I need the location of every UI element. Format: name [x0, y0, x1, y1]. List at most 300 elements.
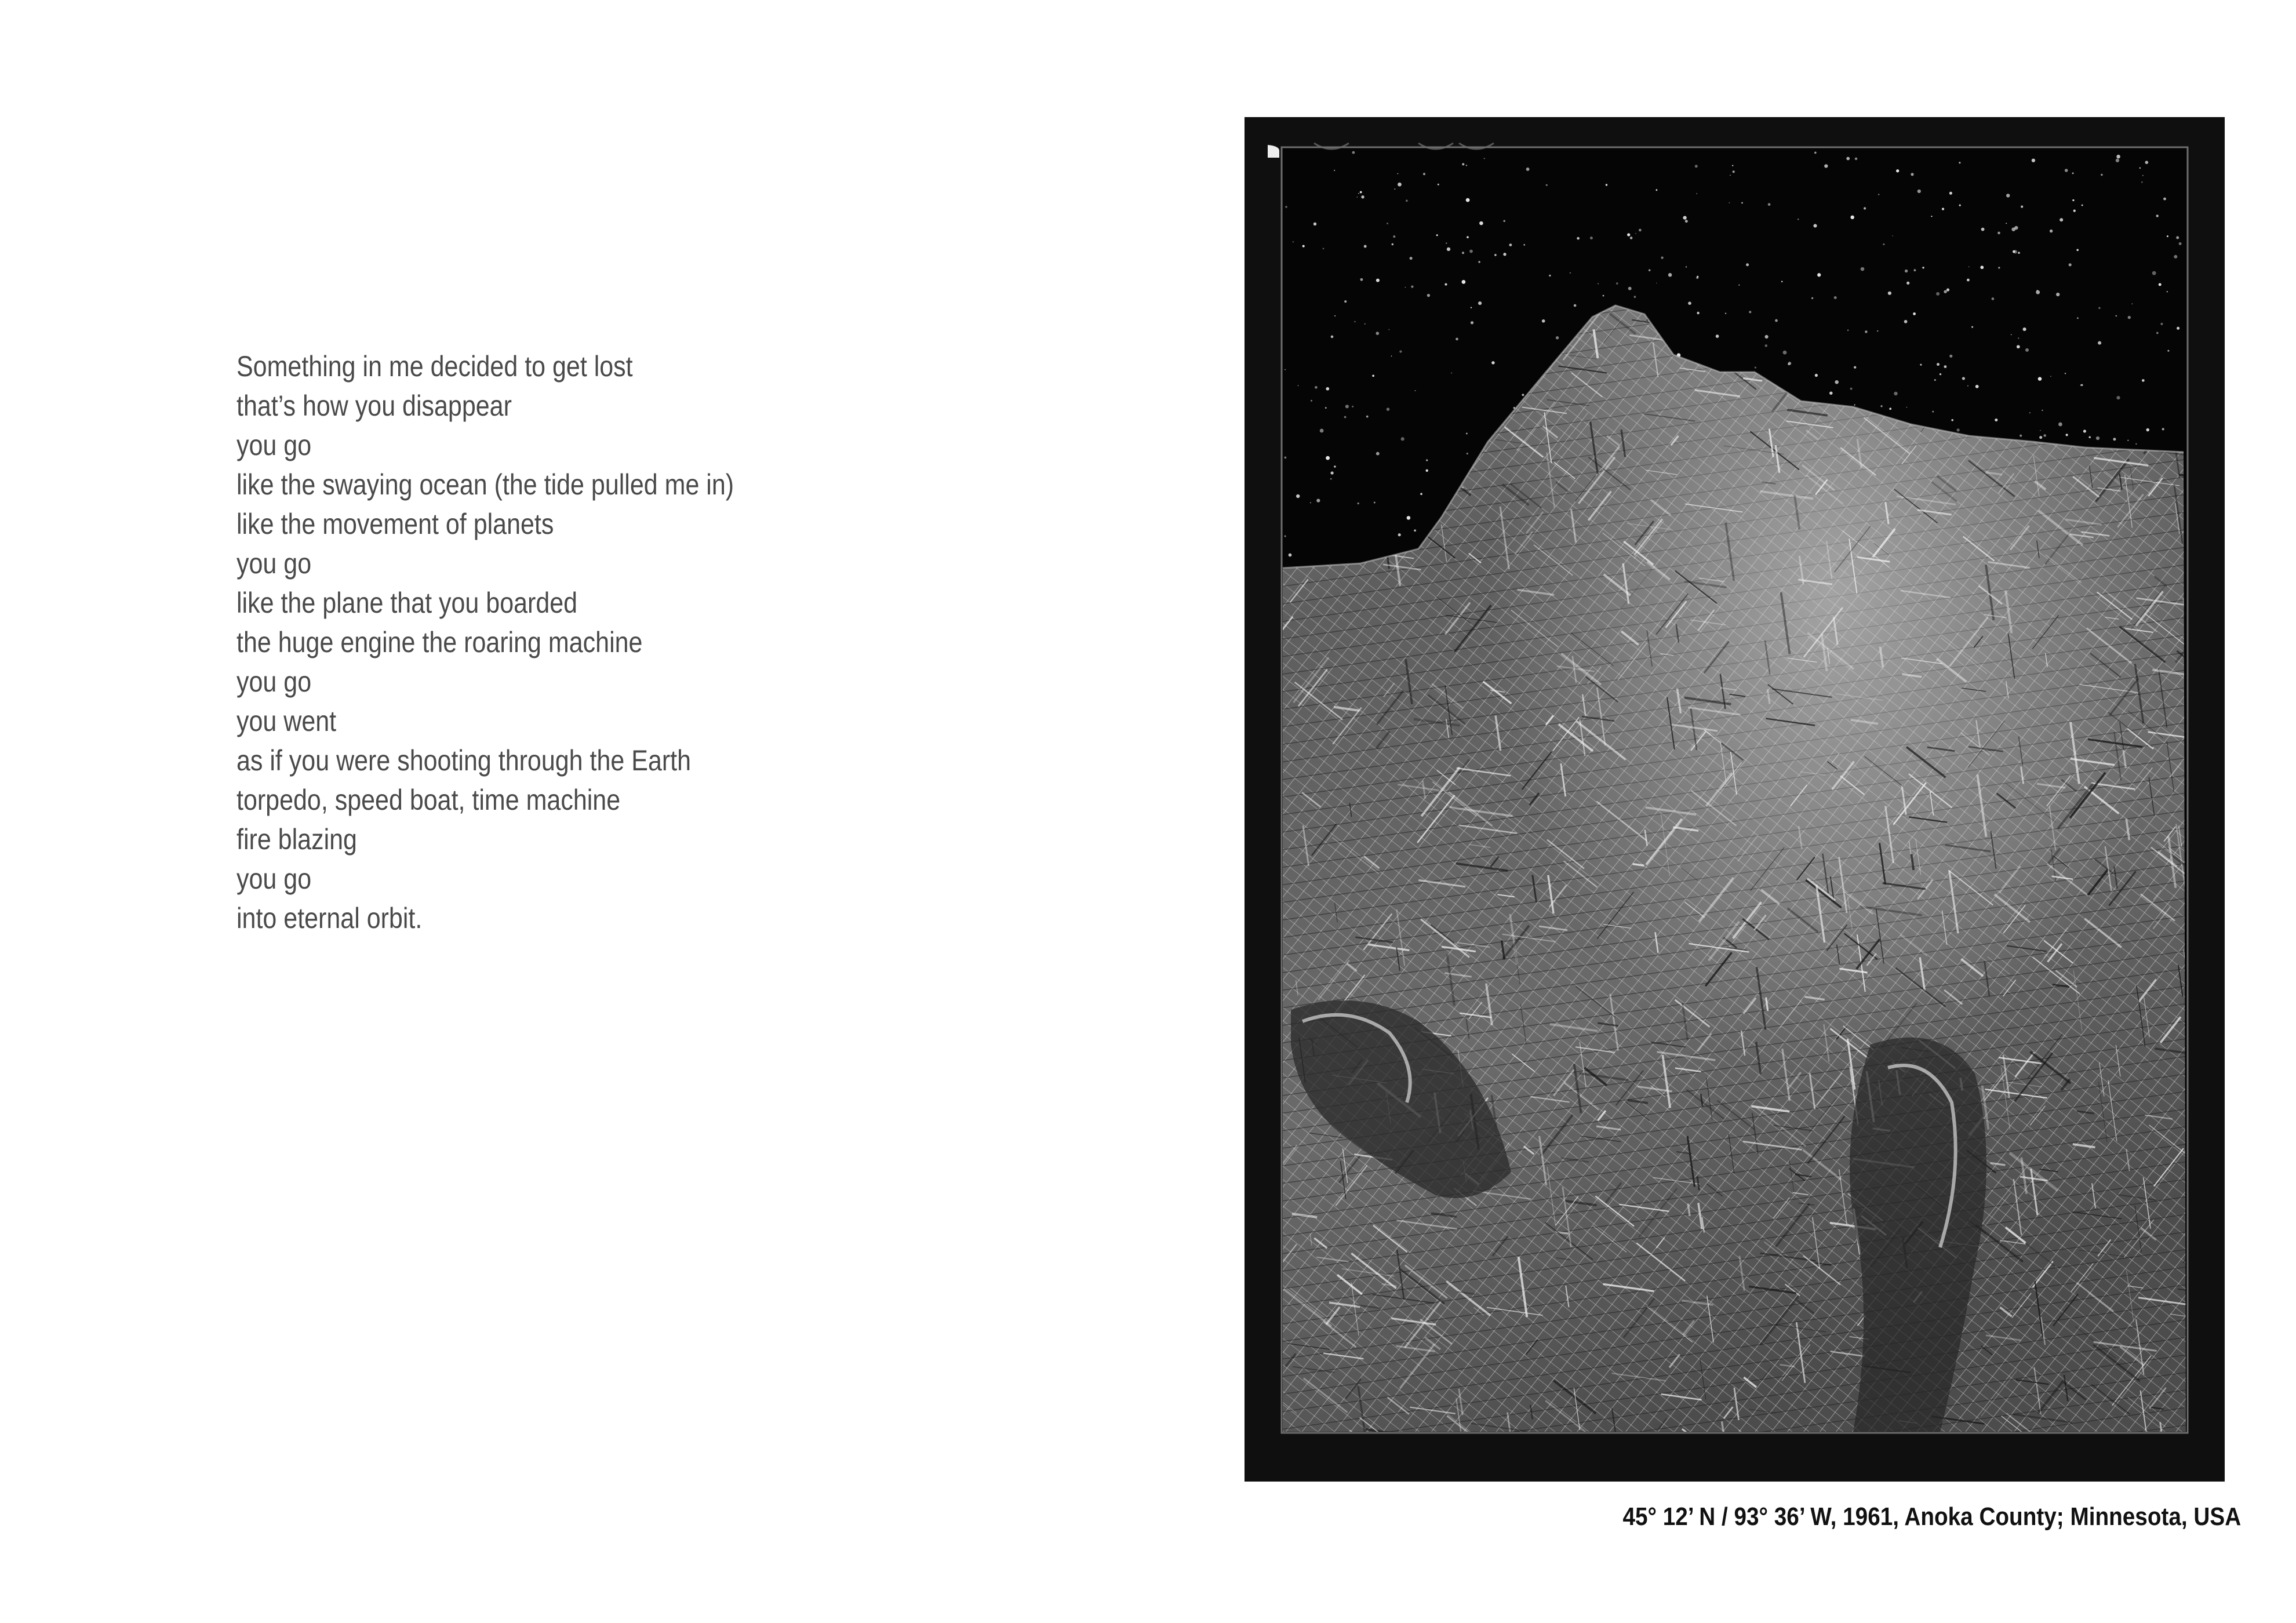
- star: [1376, 452, 1380, 456]
- star: [2101, 174, 2103, 176]
- star: [1394, 188, 1395, 190]
- star: [1393, 235, 1395, 238]
- star: [2135, 443, 2137, 445]
- star: [1696, 193, 1697, 194]
- star: [1401, 437, 1404, 441]
- poem-line: torpedo, speed boat, time machine: [236, 784, 621, 816]
- star: [1878, 194, 1880, 195]
- poem-line: like the plane that you boarded: [236, 587, 578, 619]
- star: [1285, 457, 1287, 459]
- star: [1444, 283, 1447, 286]
- star: [2082, 205, 2083, 206]
- star: [1405, 287, 1406, 288]
- star: [1376, 279, 1380, 282]
- star: [2018, 252, 2020, 254]
- star: [1962, 377, 1965, 380]
- star: [1331, 336, 1334, 339]
- star: [1959, 205, 1961, 206]
- star: [1998, 267, 2000, 268]
- star: [2096, 436, 2099, 440]
- star: [1980, 265, 1984, 269]
- star: [2060, 218, 2063, 221]
- star: [1913, 269, 1916, 271]
- star: [2156, 332, 2159, 334]
- star: [1360, 278, 1363, 281]
- star: [2011, 227, 2015, 231]
- star: [1356, 196, 1358, 198]
- star: [1387, 407, 1390, 411]
- star: [1688, 301, 1691, 305]
- star: [1462, 280, 1466, 284]
- star: [1861, 267, 1865, 271]
- star: [1344, 416, 1347, 419]
- star: [1598, 283, 1599, 285]
- star: [2142, 175, 2144, 176]
- star: [2077, 317, 2079, 319]
- star: [1634, 296, 1636, 298]
- star: [2116, 396, 2120, 399]
- star: [1509, 243, 1512, 246]
- star: [1603, 295, 1604, 297]
- star: [1484, 158, 1485, 159]
- star: [1479, 221, 1483, 225]
- star: [1478, 261, 1480, 263]
- star: [1466, 432, 1468, 434]
- star: [1466, 165, 1467, 166]
- star: [2066, 434, 2068, 436]
- star: [1937, 363, 1940, 366]
- poem-line: you go: [236, 863, 312, 895]
- star: [2006, 194, 2010, 197]
- star: [1917, 190, 1921, 193]
- star: [1469, 250, 1473, 253]
- star: [1315, 386, 1318, 389]
- star: [1364, 245, 1367, 248]
- star: [1683, 216, 1686, 219]
- star: [1995, 419, 1997, 421]
- star: [2167, 350, 2169, 352]
- star: [2176, 236, 2179, 239]
- star: [1391, 355, 1392, 356]
- star: [2006, 223, 2007, 224]
- star: [1738, 285, 1740, 286]
- star: [1749, 311, 1751, 313]
- star: [2023, 327, 2026, 331]
- star: [2132, 303, 2133, 304]
- star: [2160, 323, 2163, 325]
- star: [1686, 266, 1687, 267]
- star: [1590, 236, 1593, 239]
- star: [1639, 229, 1642, 232]
- star: [2162, 428, 2164, 430]
- star: [1835, 380, 1838, 384]
- star: [1730, 175, 1731, 176]
- star: [2098, 307, 2101, 310]
- star: [2127, 440, 2128, 441]
- star: [2018, 337, 2019, 339]
- star: [1447, 248, 1450, 251]
- star: [2139, 168, 2141, 169]
- star: [1360, 191, 1362, 194]
- star: [1889, 407, 1891, 410]
- star: [1920, 364, 1922, 366]
- star: [1414, 529, 1416, 532]
- star: [1574, 304, 1577, 307]
- star: [1997, 232, 2000, 235]
- star: [1494, 254, 1497, 256]
- star: [1824, 164, 1828, 168]
- star: [1388, 329, 1389, 330]
- star: [1940, 373, 1941, 375]
- star: [1462, 163, 1464, 165]
- poem-line: you went: [236, 705, 337, 737]
- star: [1426, 459, 1428, 461]
- star: [2056, 293, 2060, 296]
- star: [1358, 503, 1359, 504]
- star: [2080, 384, 2082, 385]
- star: [2040, 430, 2041, 431]
- star: [1411, 286, 1413, 288]
- poem-line: like the movement of planets: [236, 508, 554, 540]
- star: [1438, 184, 1439, 185]
- star: [1992, 297, 1995, 300]
- mountain-photo-image: [1245, 117, 2225, 1482]
- star: [1846, 157, 1850, 161]
- star: [1768, 203, 1771, 206]
- star: [2073, 210, 2076, 212]
- star: [2042, 410, 2043, 411]
- star: [1471, 307, 1472, 308]
- star: [1877, 330, 1878, 332]
- star: [1922, 267, 1924, 268]
- star: [2072, 172, 2074, 174]
- star: [1352, 151, 1355, 154]
- star: [2050, 376, 2051, 377]
- star: [1323, 248, 1325, 250]
- star: [1522, 394, 1524, 396]
- star: [1814, 152, 1817, 154]
- star: [1888, 292, 1891, 295]
- star: [1668, 273, 1672, 276]
- star: [1775, 319, 1778, 322]
- star: [1931, 216, 1932, 217]
- star: [1330, 478, 1332, 480]
- star: [1765, 335, 1769, 339]
- star: [1696, 276, 1698, 279]
- star: [1905, 270, 1908, 272]
- film-notch: [1268, 145, 1279, 158]
- star: [1855, 158, 1858, 161]
- star: [1344, 300, 1347, 303]
- star: [1883, 243, 1884, 245]
- star: [2038, 377, 2042, 381]
- star: [2115, 315, 2117, 317]
- star: [1320, 429, 1324, 433]
- star: [2069, 263, 2072, 266]
- star: [1426, 470, 1428, 472]
- star: [1313, 223, 1317, 226]
- star: [1407, 516, 1411, 520]
- star: [1732, 165, 1733, 166]
- star: [1427, 294, 1430, 297]
- star: [2021, 206, 2023, 208]
- star: [1981, 228, 1985, 231]
- star: [2159, 283, 2162, 286]
- poem-line: as if you were shooting through the Earth: [236, 744, 692, 777]
- star: [1834, 296, 1837, 299]
- star: [1911, 173, 1913, 176]
- star: [1813, 224, 1817, 227]
- poem-line: you go: [236, 547, 312, 580]
- star: [1334, 170, 1335, 171]
- star: [1398, 533, 1401, 536]
- star: [1906, 282, 1909, 285]
- star: [1467, 236, 1469, 238]
- star: [2076, 249, 2079, 252]
- star: [1894, 392, 1897, 395]
- star: [1741, 202, 1743, 204]
- star: [2174, 255, 2177, 259]
- star: [2167, 235, 2168, 237]
- star: [1817, 273, 1821, 276]
- star: [1556, 336, 1559, 339]
- star: [1956, 428, 1959, 431]
- star: [1880, 405, 1882, 407]
- star: [1906, 407, 1908, 408]
- star: [1781, 281, 1783, 283]
- star: [1570, 272, 1571, 274]
- star: [1296, 494, 1300, 498]
- star: [1685, 220, 1688, 223]
- star: [1466, 198, 1470, 202]
- star: [1436, 234, 1438, 236]
- star: [1716, 334, 1719, 338]
- poem-line: that’s how you disappear: [236, 390, 512, 422]
- star: [2039, 436, 2042, 439]
- star: [1503, 220, 1505, 222]
- star: [2065, 169, 2068, 172]
- star: [2098, 341, 2101, 345]
- star: [1628, 287, 1632, 290]
- star: [1892, 235, 1893, 236]
- star: [1471, 321, 1473, 324]
- star: [1913, 312, 1916, 315]
- star: [1467, 453, 1468, 454]
- star: [1285, 369, 1286, 370]
- star: [2050, 230, 2053, 232]
- star: [1361, 195, 1364, 198]
- star: [2146, 428, 2149, 431]
- star: [2065, 373, 2066, 374]
- star: [1944, 290, 1946, 293]
- star: [1399, 350, 1402, 352]
- poem-line: into eternal orbit.: [236, 902, 423, 934]
- star: [1478, 301, 1482, 305]
- star: [1311, 400, 1312, 402]
- star: [1788, 362, 1792, 365]
- star: [2152, 271, 2156, 275]
- star: [2020, 435, 2022, 437]
- star: [1364, 323, 1366, 325]
- star: [2141, 181, 2143, 183]
- star: [1864, 207, 1866, 209]
- star: [2013, 250, 2015, 253]
- star: [1326, 456, 1330, 460]
- star: [2029, 412, 2031, 413]
- right-page: [1148, 0, 2296, 1623]
- poem-line: Something in me decided to get lost: [236, 350, 633, 383]
- star: [1829, 391, 1833, 395]
- star: [2043, 434, 2046, 437]
- star: [1446, 242, 1447, 243]
- star: [1289, 554, 1292, 557]
- star: [2083, 430, 2086, 432]
- star: [1797, 219, 1799, 220]
- star: [1410, 257, 1413, 260]
- star: [1420, 493, 1422, 495]
- star: [1316, 499, 1320, 503]
- star: [1298, 385, 1299, 386]
- star: [1811, 297, 1813, 299]
- star: [1942, 208, 1944, 210]
- star: [1630, 236, 1633, 239]
- star: [1975, 385, 1979, 388]
- star: [2025, 348, 2029, 352]
- star: [2156, 214, 2159, 217]
- star: [1352, 406, 1353, 407]
- star: [1542, 319, 1545, 323]
- star: [1971, 326, 1973, 328]
- star: [1398, 173, 1399, 174]
- star: [2179, 242, 2182, 245]
- star: [1526, 168, 1530, 171]
- star: [1423, 173, 1425, 175]
- star: [1546, 184, 1548, 186]
- star: [1949, 192, 1952, 195]
- star: [1325, 407, 1327, 409]
- star: [1725, 313, 1726, 314]
- star: [1577, 237, 1580, 240]
- star: [1815, 374, 1818, 377]
- star: [1896, 169, 1899, 172]
- star: [2036, 290, 2040, 294]
- star: [2163, 198, 2166, 201]
- star: [1755, 367, 1756, 369]
- star: [2113, 438, 2116, 441]
- poem-line: fire blazing: [236, 823, 357, 856]
- star: [1326, 387, 1329, 391]
- star: [1451, 372, 1452, 373]
- star: [2116, 159, 2119, 162]
- poem-line: the huge engine the roaring machine: [236, 626, 643, 658]
- star: [1523, 244, 1525, 246]
- star: [1944, 365, 1947, 368]
- star: [1491, 361, 1494, 364]
- star: [2116, 155, 2120, 159]
- star: [2145, 161, 2149, 164]
- star: [2058, 423, 2062, 427]
- star: [2088, 436, 2091, 438]
- star: [1746, 263, 1749, 266]
- star: [1968, 266, 1970, 267]
- mountain-photo: [1245, 117, 2225, 1482]
- star: [2032, 159, 2035, 162]
- star: [1934, 379, 1936, 381]
- star: [2142, 379, 2145, 382]
- star: [1635, 233, 1636, 234]
- star: [1656, 283, 1657, 284]
- photo-caption: 45° 12’ N / 93° 36’ W, 1961, Anoka County; Minnesota, USA: [1622, 1502, 2241, 1531]
- star: [1936, 292, 1940, 296]
- star: [2128, 316, 2131, 319]
- star: [1285, 206, 1287, 208]
- star: [1959, 162, 1960, 163]
- star: [1850, 388, 1853, 390]
- star: [1345, 405, 1349, 408]
- star: [1904, 320, 1908, 323]
- star: [1697, 312, 1699, 314]
- star: [1854, 404, 1855, 405]
- poem-line: like the swaying ocean (the tide pulled me in): [236, 468, 734, 501]
- star: [1406, 199, 1408, 202]
- star: [1549, 275, 1551, 276]
- star: [1302, 245, 1305, 248]
- star: [1854, 366, 1856, 369]
- star: [1649, 269, 1651, 271]
- star: [2167, 291, 2168, 292]
- star: [1661, 257, 1664, 259]
- star: [2072, 199, 2074, 201]
- star: [1865, 330, 1867, 333]
- star: [1503, 253, 1506, 256]
- star: [1366, 416, 1369, 418]
- star: [1310, 502, 1311, 503]
- star: [1695, 165, 1698, 168]
- star: [1372, 374, 1374, 377]
- poem-line: you go: [236, 429, 312, 461]
- star: [1462, 252, 1464, 254]
- star: [1414, 390, 1416, 391]
- star: [1967, 279, 1970, 282]
- star: [1392, 243, 1393, 245]
- star: [1765, 344, 1768, 347]
- star: [2011, 334, 2012, 335]
- star: [1334, 465, 1336, 467]
- star: [1733, 170, 1735, 173]
- star: [1354, 321, 1355, 322]
- star: [1606, 184, 1607, 185]
- star: [1847, 329, 1849, 331]
- star: [2177, 327, 2179, 330]
- star: [1376, 332, 1380, 335]
- star: [1729, 202, 1730, 203]
- poem-line: you go: [236, 665, 312, 698]
- star: [1334, 315, 1336, 316]
- star: [1616, 282, 1618, 285]
- star: [1655, 189, 1657, 191]
- star: [1783, 351, 1787, 355]
- star: [2017, 345, 2020, 348]
- star: [1285, 535, 1286, 537]
- star: [1949, 355, 1952, 358]
- star: [1398, 183, 1402, 187]
- star: [1358, 193, 1359, 194]
- star: [1293, 241, 1294, 242]
- star: [1932, 411, 1934, 413]
- star: [1330, 471, 1333, 474]
- star: [1951, 419, 1953, 421]
- star: [1456, 338, 1458, 341]
